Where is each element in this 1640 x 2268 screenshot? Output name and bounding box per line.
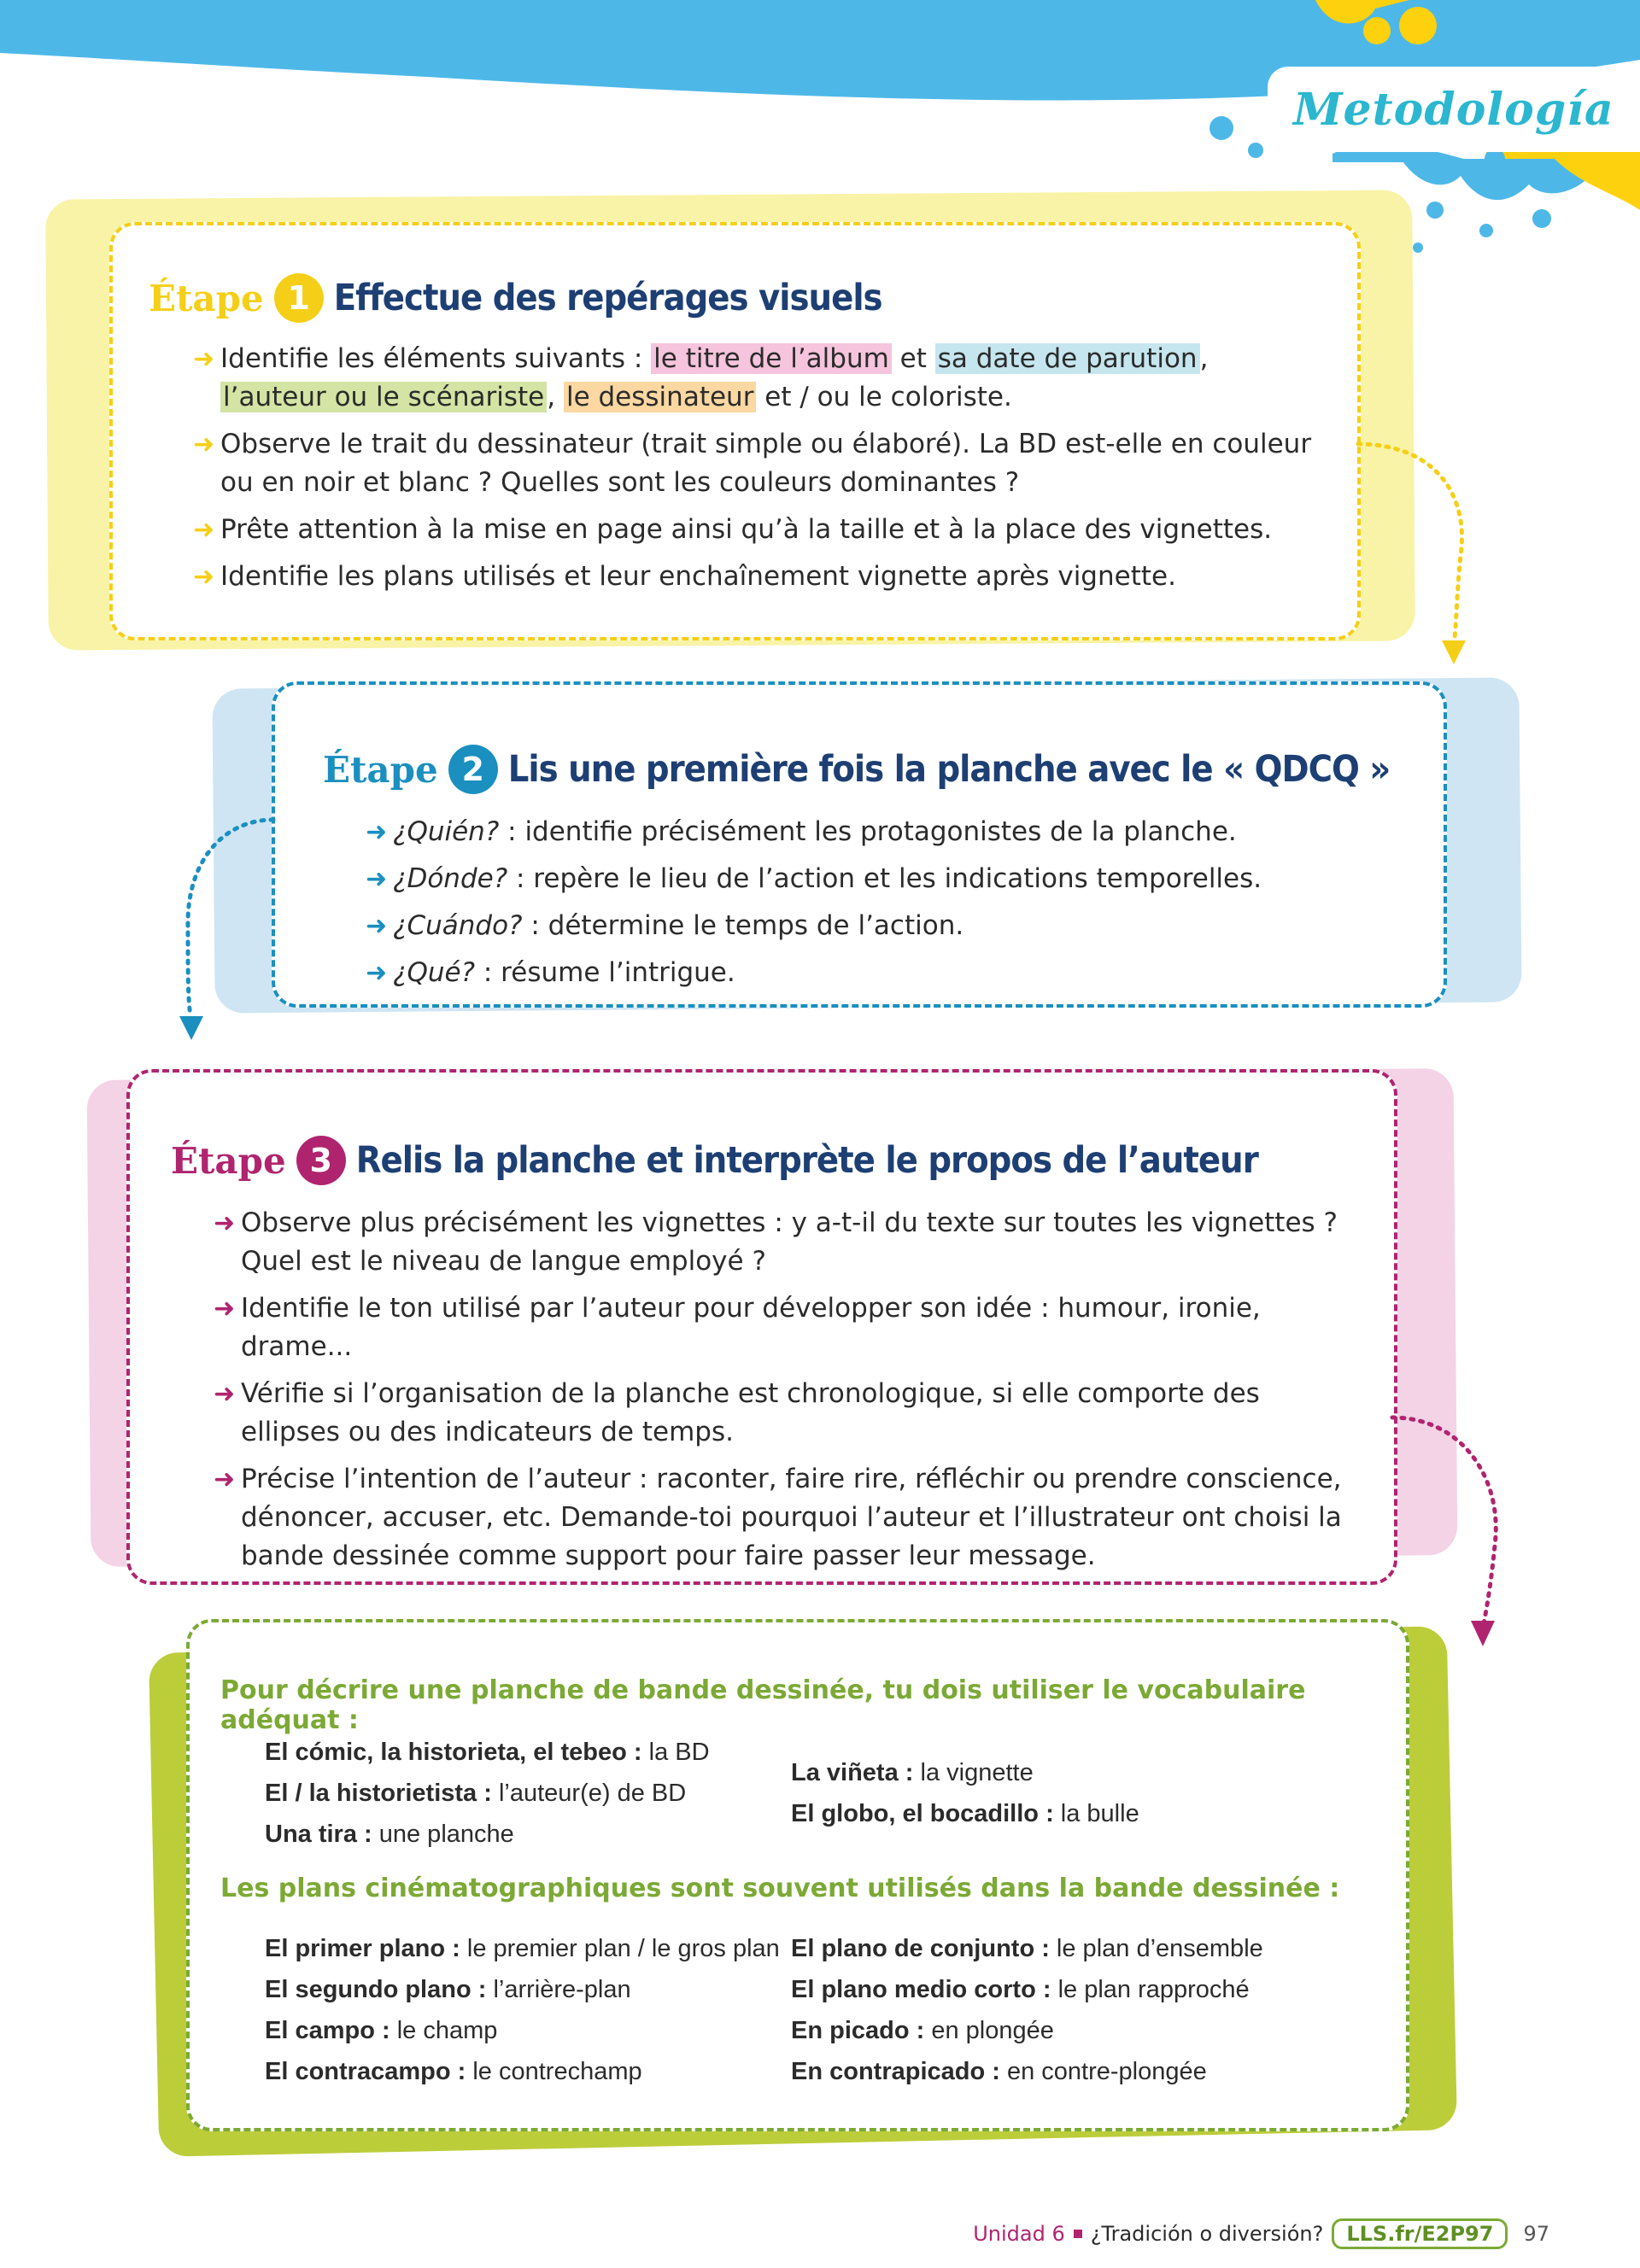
step2-bullet bbox=[366, 954, 1425, 992]
footer-link[interactable]: LLS.fr/E2P97 bbox=[1332, 2218, 1508, 2249]
vocab-translation: la BD bbox=[641, 1739, 710, 1766]
vocab-term: El plano medio corto : bbox=[791, 1976, 1051, 2003]
vocab-list-2-right bbox=[791, 1928, 1263, 2092]
step2-bullet bbox=[366, 860, 1425, 898]
vocab-term: El contracampo : bbox=[265, 2058, 466, 2085]
arrow-right-icon: ➜ bbox=[214, 1464, 236, 1494]
step3-bullet bbox=[214, 1375, 1358, 1452]
highlight-release-date: sa date de parution bbox=[935, 343, 1200, 374]
arrow-right-icon: ➜ bbox=[193, 430, 215, 459]
arrow-right-icon: ➜ bbox=[366, 864, 388, 894]
step2-bullet-list bbox=[366, 813, 1425, 1001]
bullet-text: Identifie le ton utilisé par l’auteur pour développer son idée : humour, ironie, drame... bbox=[241, 1293, 1261, 1362]
step1-title: Effectue des repérages visuels bbox=[333, 277, 882, 319]
step3-header bbox=[171, 1136, 1258, 1185]
highlight-illustrator: le dessinateur bbox=[564, 382, 756, 412]
vocab-term: El primer plano : bbox=[265, 1935, 460, 1962]
bullet-text: : détermine le temps de l’action. bbox=[522, 910, 964, 941]
step1-card bbox=[109, 222, 1361, 640]
vocab-term: Una tira : bbox=[265, 1821, 372, 1848]
vocab-card bbox=[186, 1619, 1409, 2131]
step2-number-badge: 2 bbox=[448, 745, 498, 794]
arrow-right-icon: ➜ bbox=[366, 911, 388, 941]
bullet-text: Observe plus précisément les vignettes : y a-t-il du texte sur toutes les vignettes ? Quel est le niveau de langue employé ? bbox=[241, 1207, 1338, 1277]
arrow-right-icon: ➜ bbox=[214, 1379, 236, 1409]
question-word: ¿Cuándo? bbox=[393, 910, 523, 941]
vocab-translation: la vignette bbox=[913, 1759, 1034, 1786]
section-title: Metodología bbox=[1293, 83, 1614, 136]
bullet-text: Précise l’intention de l’auteur : raconter, faire rire, réfléchir ou prendre conscience, dénoncer, accuser, etc. Demande-toi pourquoi l’auteur et l’illustrateur ont choisi la bande dessinée comme support pour faire passer leur message. bbox=[241, 1464, 1342, 1571]
vocab-term: El campo : bbox=[265, 2017, 390, 2044]
step1-bullet bbox=[193, 558, 1329, 596]
step3-title: Relis la planche et interprète le propos de l’auteur bbox=[355, 1139, 1258, 1182]
arrow-right-icon: ➜ bbox=[214, 1294, 236, 1324]
step1-bullet-list bbox=[193, 340, 1329, 605]
vocab-item bbox=[265, 1773, 710, 1814]
vocab-term: La viñeta : bbox=[791, 1759, 914, 1786]
vocab-term: En contrapicado : bbox=[791, 2058, 1000, 2085]
vocab-translation: l’auteur(e) de BD bbox=[491, 1780, 687, 1807]
step3-card bbox=[126, 1069, 1397, 1585]
bullet-text: : identifie précisément les protagonistes de la planche. bbox=[499, 816, 1237, 847]
vocab-item bbox=[265, 1732, 710, 1773]
section-tab bbox=[1271, 70, 1640, 149]
page-number: 97 bbox=[1523, 2222, 1549, 2246]
question-word: ¿Qué? bbox=[393, 957, 476, 988]
vocab-translation: le champ bbox=[390, 2017, 498, 2044]
step2-header bbox=[323, 745, 1390, 794]
footer-unit: Unidad 6 bbox=[973, 2222, 1065, 2246]
page-footer bbox=[973, 2218, 1549, 2249]
vocab-translation: le plan d’ensemble bbox=[1049, 1935, 1263, 1962]
vocab-item bbox=[265, 2051, 780, 2092]
vocab-item bbox=[265, 1928, 780, 1969]
step3-bullet-list bbox=[214, 1204, 1358, 1584]
step2-bullet bbox=[366, 813, 1425, 851]
vocab-item bbox=[791, 1969, 1263, 2010]
bullet-text: et bbox=[891, 343, 935, 374]
highlight-author: l’auteur ou le scénariste bbox=[220, 382, 547, 412]
vocab-item bbox=[791, 1928, 1263, 1969]
bullet-text: Prête attention à la mise en page ainsi qu’à la taille et à la place des vignettes. bbox=[220, 514, 1273, 545]
vocab-list-1-right bbox=[791, 1752, 1139, 1834]
vocab-term: El cómic, la historieta, el tebeo : bbox=[265, 1739, 642, 1766]
connector-arrow-2-3 bbox=[154, 803, 290, 1059]
vocab-list-1-left bbox=[265, 1732, 710, 1855]
bullet-text: et / ou le coloriste. bbox=[756, 382, 1012, 412]
vocab-translation: une planche bbox=[372, 1821, 514, 1848]
footer-separator-icon bbox=[1074, 2230, 1082, 2238]
vocab-translation: le plan rapproché bbox=[1051, 1976, 1250, 2003]
step2-label: Étape bbox=[323, 748, 438, 791]
arrow-right-icon: ➜ bbox=[214, 1208, 236, 1238]
vocab-item bbox=[265, 1814, 710, 1855]
bullet-text: Vérifie si l’organisation de la planche est chronologique, si elle comporte des ellipses ou des indicateurs de temps. bbox=[241, 1378, 1260, 1447]
bullet-text: , bbox=[1199, 343, 1209, 374]
connector-arrow-3-vocab bbox=[1384, 1400, 1520, 1665]
vocab-translation: l’arrière-plan bbox=[486, 1976, 631, 2003]
arrow-right-icon: ➜ bbox=[366, 817, 388, 847]
vocab-item bbox=[791, 1793, 1139, 1834]
bullet-text: Identifie les éléments suivants : bbox=[220, 343, 652, 374]
bullet-text: : repère le lieu de l’action et les indications temporelles. bbox=[507, 863, 1262, 894]
step1-number-badge: 1 bbox=[274, 273, 324, 323]
vocab-term: El / la historietista : bbox=[265, 1780, 492, 1807]
vocab-term: El globo, el bocadillo : bbox=[791, 1800, 1054, 1827]
question-word: ¿Dónde? bbox=[393, 863, 508, 894]
step2-title: Lis une première fois la planche avec le « QDCQ » bbox=[507, 748, 1391, 791]
step3-bullet bbox=[214, 1460, 1358, 1575]
question-word: ¿Quién? bbox=[393, 816, 500, 847]
bullet-text: Observe le trait du dessinateur (trait simple ou élaboré). La BD est-elle en couleur ou en noir et blanc ? Quelles sont les couleurs dominantes ? bbox=[220, 429, 1312, 498]
vocab-translation: en contre-plongée bbox=[999, 2058, 1207, 2085]
step3-number-badge: 3 bbox=[296, 1136, 346, 1185]
vocab-term: El segundo plano : bbox=[265, 1976, 487, 2003]
arrow-right-icon: ➜ bbox=[366, 958, 388, 988]
highlight-album-title: le titre de l’album bbox=[651, 343, 892, 374]
vocab-translation: le contrechamp bbox=[466, 2058, 642, 2085]
vocab-item bbox=[791, 1752, 1139, 1793]
arrow-right-icon: ➜ bbox=[193, 515, 215, 545]
vocab-list-2-left bbox=[265, 1928, 780, 2092]
arrow-right-icon: ➜ bbox=[193, 344, 215, 374]
step3-label: Étape bbox=[171, 1139, 286, 1182]
vocab-heading-2: Les plans cinématographiques sont souvent utilisés dans la bande dessinée : bbox=[220, 1873, 1340, 1903]
step1-bullet bbox=[193, 511, 1329, 549]
step1-bullet bbox=[193, 340, 1329, 417]
vocab-translation: la bulle bbox=[1053, 1800, 1139, 1827]
arrow-right-icon: ➜ bbox=[193, 562, 215, 592]
step2-bullet bbox=[366, 907, 1425, 945]
footer-title: ¿Tradición o diversión? bbox=[1090, 2222, 1324, 2246]
step3-bullet bbox=[214, 1204, 1358, 1281]
bullet-text: : résume l’intrigue. bbox=[475, 957, 735, 988]
vocab-item bbox=[791, 2051, 1263, 2092]
connector-arrow-1-2 bbox=[1350, 427, 1486, 675]
vocab-heading-1: Pour décrire une planche de bande dessinée, tu dois utiliser le vocabulaire adéquat : bbox=[220, 1675, 1306, 1735]
step1-bullet bbox=[193, 425, 1329, 502]
vocab-term: En picado : bbox=[791, 2017, 925, 2044]
step1-header bbox=[149, 273, 882, 323]
bullet-text: , bbox=[547, 382, 564, 412]
vocab-translation: le premier plan / le gros plan bbox=[460, 1935, 780, 1962]
bullet-text: Identifie les plans utilisés et leur enchaînement vignette après vignette. bbox=[220, 561, 1176, 592]
vocab-item bbox=[265, 1969, 780, 2010]
vocab-translation: en plongée bbox=[924, 2017, 1054, 2044]
vocab-item bbox=[791, 2010, 1263, 2051]
vocab-term: El plano de conjunto : bbox=[791, 1935, 1050, 1962]
vocab-item bbox=[265, 2010, 780, 2051]
step1-label: Étape bbox=[149, 277, 264, 319]
step3-bullet bbox=[214, 1289, 1358, 1366]
step2-card bbox=[272, 681, 1447, 1008]
